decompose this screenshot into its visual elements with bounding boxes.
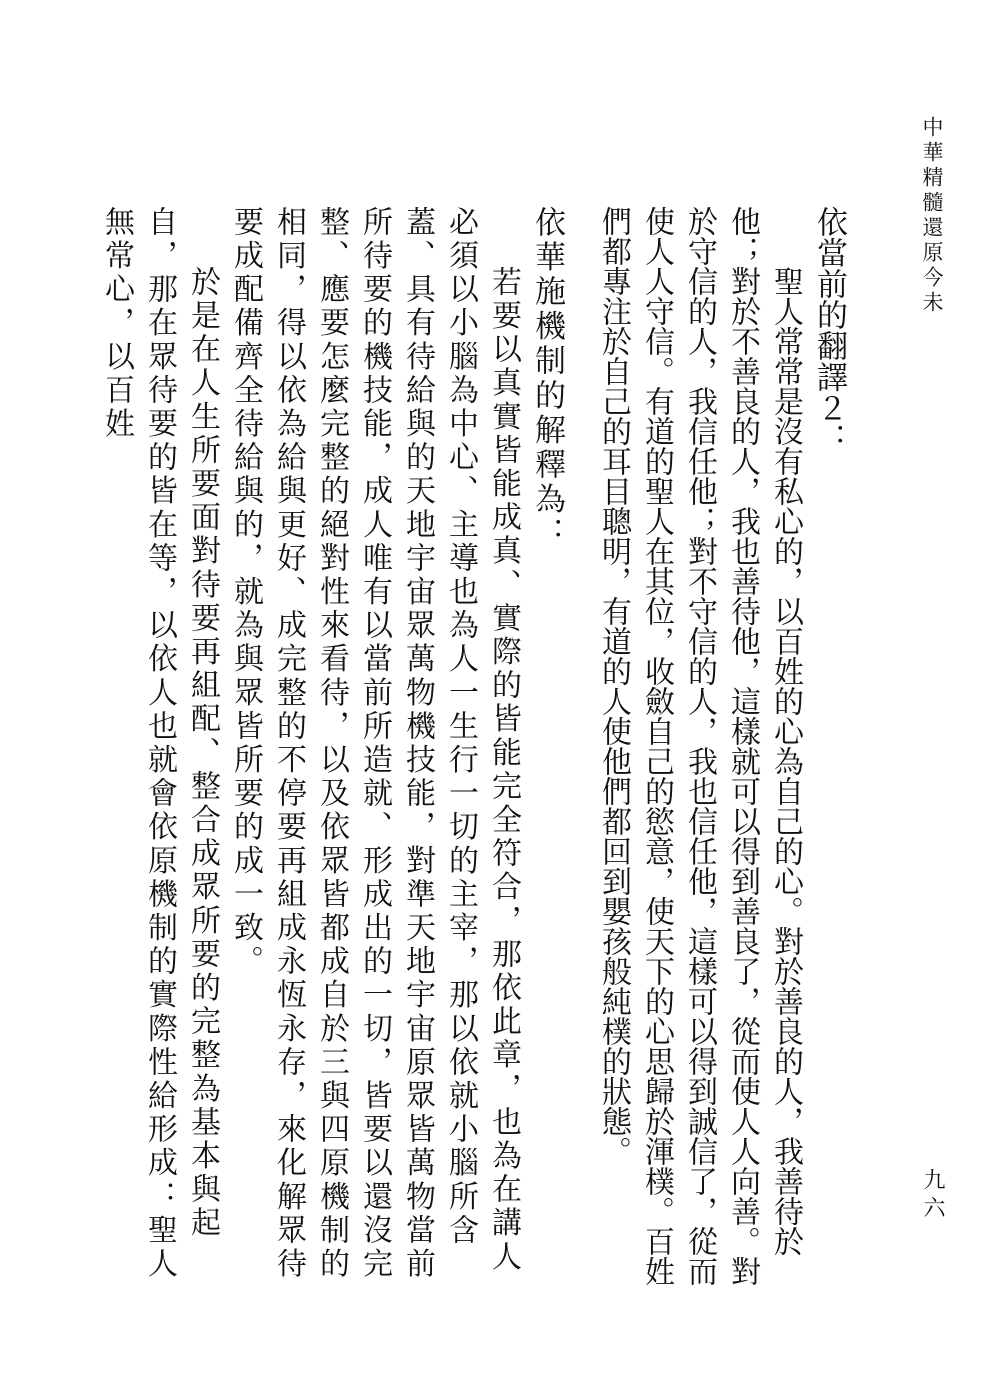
translation-heading: 依當前的翻譯２： bbox=[811, 206, 847, 454]
page-body bbox=[99, 206, 850, 1286]
explanation-heading: 依華施機制的解釋為： bbox=[529, 206, 565, 552]
book-title: 中華精髓還原今未 bbox=[920, 116, 944, 316]
explanation-paragraph-2: 於是在人生所要面對待要再組配、整合成眾所要的完整為基本與起自，那在眾待要的皆在等，以依人也就會依原機制的實際性給形成：聖人無常心，以百姓 bbox=[99, 206, 220, 1282]
translation-paragraph: 聖人常常是沒有私心的，以百姓的心為自己的心。對於善良的人，我善待於他；對於不善良的人，我也善待他，這樣就可以得到善良了，從而使人人向善。對於守信的人，我信任他；對不守信的人，我也信任他，這樣可以得到誠信了，從而使人人守信。有道的聖人在其位，收斂自己的慾意，使天下的心思歸於渾樸。百姓們都專注於自己的耳目聰明，有道的人使他們都回到嬰孩般純樸的狀態。 bbox=[596, 206, 803, 1286]
page-number: 九六 bbox=[920, 1168, 945, 1224]
explanation-paragraph-1: 若要以真實皆能成真、實際的皆能完全符合，那依此章，也為在講人必須以小腦為中心、主導也為人一生行一切的主宰，那以依就小腦所含蓋、具有待給與的天地宇宙眾萬物機技能，對準天地宇宙原眾皆萬物當前所待要的機技能，成人唯有以當前所造就、形成出的一切，皆要以還沒完整、應要怎麼完整的絕對性來看待，以及依眾皆都成自於三與四原機制的相同，得以依為給與更好、成完整的不停要再組成永恆永存，來化解眾待要成配備齊全待給與的，就為與眾皆所要的成一致。 bbox=[228, 206, 521, 1282]
explanation-section bbox=[95, 206, 568, 1286]
running-header bbox=[914, 116, 950, 316]
translation-section bbox=[592, 206, 850, 1286]
